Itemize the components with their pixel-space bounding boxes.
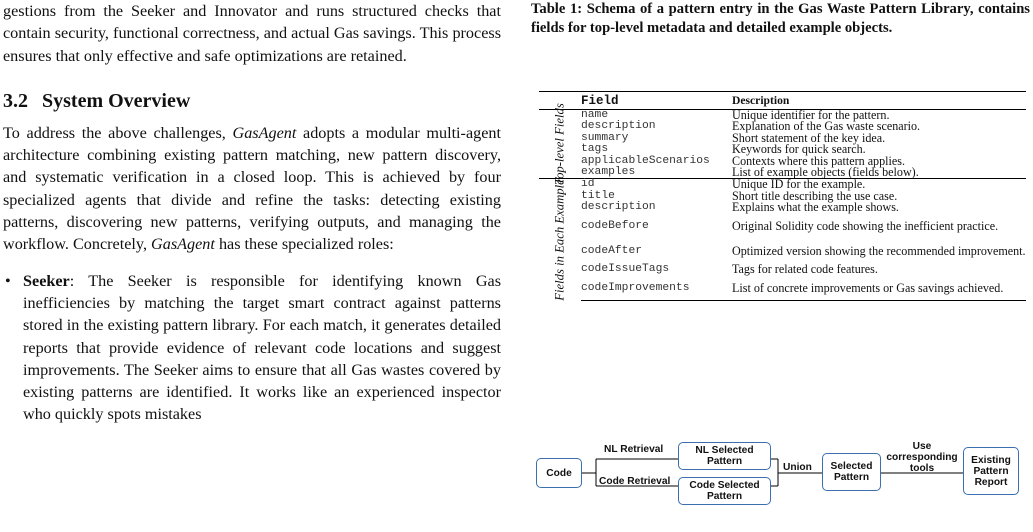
bullet-text: : The Seeker is responsible for identifying known Gas inefficiencies by matching the target smart contract against patterns stored in the existing pattern library. For each match, it generates detailed reports that provide evidence of relevant code locations and suggest improvements. The Seeker aims to ensure that all Gas wastes covered by existing patterns are identified. It works like an experienced inspector who quickly spots mistakes	[23, 271, 501, 424]
table-row	[539, 264, 1026, 275]
section-heading	[3, 89, 501, 113]
field-cell: codeAfter	[581, 245, 643, 258]
description-cell: Short statement of the key idea.	[732, 130, 886, 145]
intro-paragraph: gestions from the Seeker and Innovator and runs structured checks that contain security, functional correctness, and actual Gas savings. This process ensures that only effective and safe optimizations are retained.	[3, 2, 501, 65]
retrieval-diagram	[536, 439, 1030, 531]
field-cell: summary	[581, 131, 629, 144]
overview-text-1: To address the above challenges,	[3, 123, 233, 142]
group-label: Fields in Each Example	[552, 179, 567, 301]
overview-text-3: has these specialized roles:	[214, 235, 394, 254]
description-cell: Unique ID for the example.	[732, 179, 1026, 191]
description-cell: List of concrete improvements or Gas savings achieved.	[732, 275, 1026, 301]
header-description: Description	[732, 92, 1026, 110]
field-cell: codeImprovements	[581, 275, 732, 301]
table-row	[539, 214, 1026, 239]
section-title: System Overview	[42, 89, 191, 112]
header-field: Field	[581, 92, 732, 110]
use-tools-label: Use corresponding tools	[886, 441, 958, 474]
selected-pattern-box: Selected Pattern	[822, 453, 881, 491]
description-cell: Explains what the example shows.	[732, 200, 899, 215]
field-cell: tags	[581, 143, 609, 156]
field-cell: applicableScenarios	[581, 154, 710, 167]
overview-paragraph	[3, 122, 501, 256]
description-cell: Original Solidity code showing the inefficient practice.	[732, 219, 999, 234]
left-column	[3, 0, 501, 426]
description-cell: Keywords for quick search.	[732, 142, 866, 157]
field-cell: codeIssueTags	[581, 262, 670, 275]
description-cell: Contexts where this pattern applies.	[732, 153, 905, 168]
table-row	[539, 239, 1026, 264]
field-cell: description	[581, 120, 656, 133]
table-caption: Table 1: Schema of a pattern entry in the Gas Waste Pattern Library, contains fields for top-level metadata and detailed example objects.	[531, 1, 1030, 36]
union-label: Union	[783, 462, 812, 473]
nl-retrieval-label: NL Retrieval	[604, 444, 664, 455]
field-cell: codeBefore	[581, 220, 649, 233]
table-row	[539, 202, 1026, 213]
code-retrieval-label: Code Retrieval	[599, 476, 671, 487]
field-cell: examples	[581, 166, 636, 179]
overview-text-2: adopts a modular multi-agent architecture combining existing pattern matching, new pattern discovery, and systematic verification in a closed loop. This is achieved by four specialized agents that divide and refine the tasks: detecting existing patterns, discovering new patterns, verifying outputs, and managing the workflow. Concretely,	[3, 123, 502, 254]
existing-pattern-report-box: Existing Pattern Report	[963, 447, 1019, 495]
description-cell: Explanation of the Gas waste scenario.	[732, 119, 921, 134]
code-selected-pattern-box: Code Selected Pattern	[678, 477, 771, 505]
table-header-row	[539, 92, 1026, 110]
field-cell: name	[581, 109, 609, 121]
description-cell: Short title describing the use case.	[732, 188, 898, 203]
field-cell: id	[581, 179, 732, 191]
group-label: Top-level Fields	[552, 103, 567, 186]
code-box: Code	[536, 458, 582, 488]
bullet-term: Seeker	[23, 271, 70, 290]
schema-table	[539, 91, 1026, 301]
nl-selected-pattern-box: NL Selected Pattern	[678, 442, 771, 470]
description-cell: Optimized version showing the recommended improvement.	[732, 244, 1026, 259]
table-row	[539, 275, 1026, 301]
bullet-marker: •	[5, 271, 11, 290]
field-cell: description	[581, 201, 656, 214]
group-label-cell	[539, 179, 581, 301]
description-cell: List of example objects (fields below).	[732, 165, 919, 180]
gasagent-name: GasAgent	[232, 123, 297, 142]
group-label-cell	[539, 103, 581, 186]
section-number: 3.2	[3, 89, 28, 112]
description-cell: Tags for related code features.	[732, 261, 878, 276]
gasagent-name: GasAgent	[151, 235, 215, 254]
field-cell: title	[581, 189, 615, 202]
seeker-bullet	[3, 270, 501, 426]
description-cell: Unique identifier for the pattern.	[732, 108, 890, 122]
